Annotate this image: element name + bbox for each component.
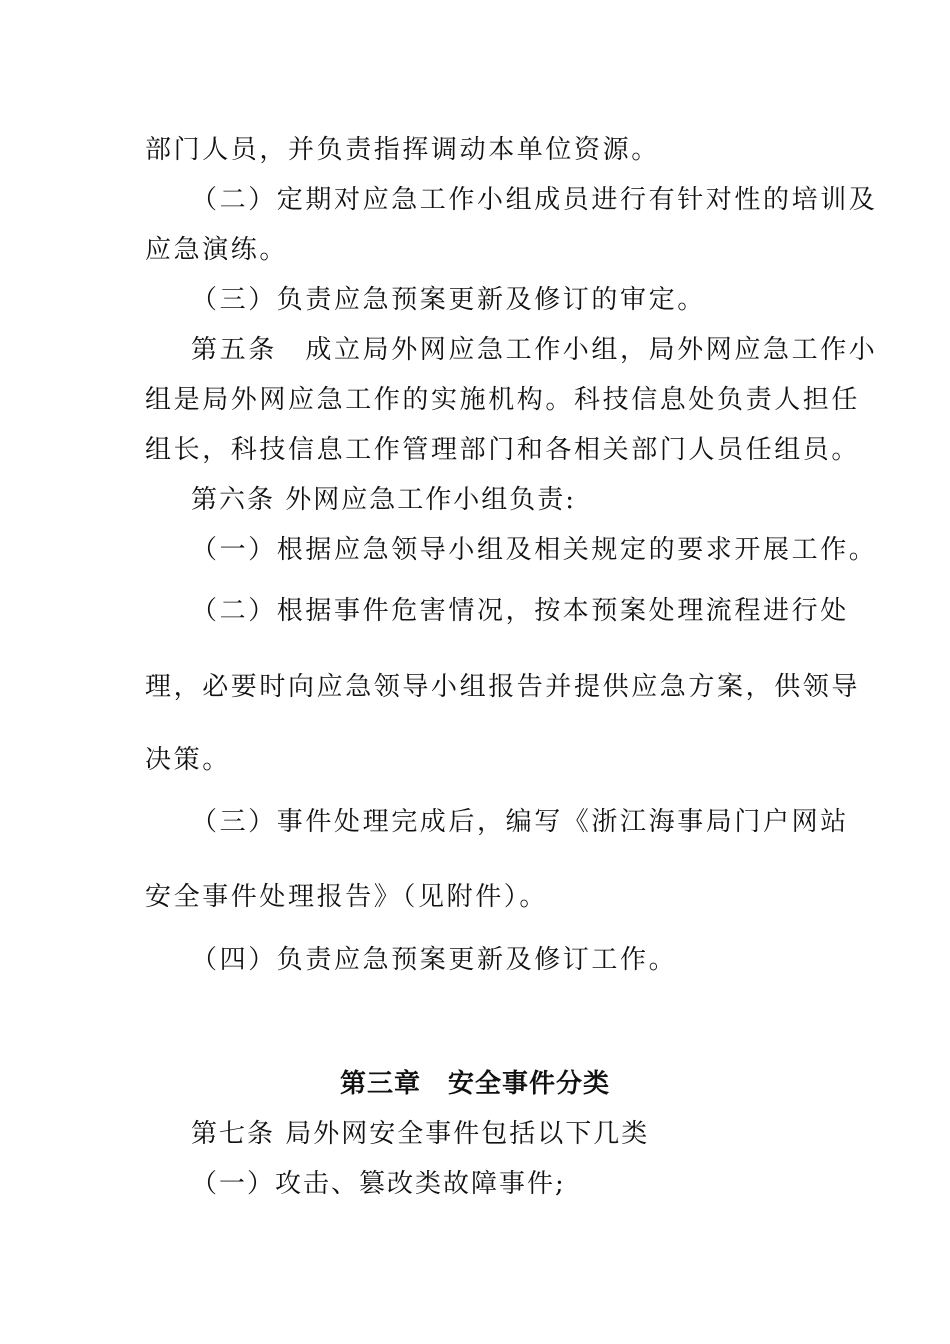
article-line: 第七条 局外网安全事件包括以下几类	[191, 1119, 650, 1149]
paragraph-line: 决策。	[145, 745, 231, 775]
article-line: 第五条 成立局外网应急工作小组，局外网应急工作小	[191, 335, 878, 365]
paragraph-line: （一）根据应急领导小组及相关规定的要求开展工作。	[191, 535, 878, 565]
paragraph-line: （一）攻击、篡改类故障事件;	[191, 1169, 566, 1199]
paragraph-line: 组是局外网应急工作的实施机构。科技信息处负责人担任	[145, 385, 861, 415]
paragraph-line: 安全事件处理报告》（见附件）。	[145, 882, 549, 912]
paragraph-line: （三）负责应急预案更新及修订的审定。	[191, 285, 706, 315]
paragraph-line: （三）事件处理完成后，编写《浙江海事局门户网站	[191, 807, 849, 837]
chapter-heading: 第三章 安全事件分类	[339, 1069, 610, 1099]
paragraph-line: （二）定期对应急工作小组成员进行有针对性的培训及	[191, 185, 878, 215]
article-line: 第六条 外网应急工作小组负责:	[191, 485, 577, 515]
paragraph-line: （四）负责应急预案更新及修订工作。	[191, 945, 678, 975]
paragraph-line: 应急演练。	[145, 235, 289, 265]
paragraph-line: 理，必要时向应急领导小组报告并提供应急方案，供领导	[145, 672, 861, 702]
paragraph-line: （二）根据事件危害情况，按本预案处理流程进行处	[191, 596, 849, 626]
paragraph-line: 部门人员，并负责指挥调动本单位资源。	[145, 135, 660, 165]
paragraph-line: 组长，科技信息工作管理部门和各相关部门人员任组员。	[145, 435, 861, 465]
